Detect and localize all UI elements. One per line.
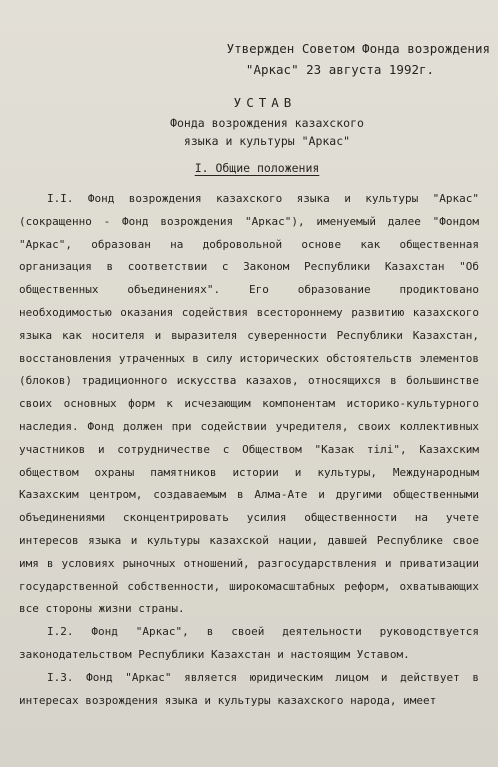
section-heading [0,161,498,175]
paragraph-1-1: I.I. Фонд возрождения казахского языка и культуры "Аркас" (сокращенно - Фонд возрождения "Аркас"), именуемый далее "Фондом "Аркас", образован на добровольной основе как общественная организация в соответствии с Законом Республики Казахстан "Об общественных объединениях". Его образование продиктовано необходимостью оказания содействия всестороннему развитию казахского языка как носителя и выразителя суверенности Республики Казахстан, восстановления утраченных в силу исторических обстоятельств элементов (блоков) традиционного искусства казахов, относящихся в большинстве своих основных форм к исчезающим компонентам историко-культурного наследия. Фонд должен при содействии учредителя, своих коллективных участников и сотрудничестве с Обществом "Казак тілі", Казахским обществом охраны памятников истории и культуры, Международным Казахским центром, создаваемым в Алма-Ате и другими общественными объединениями сконцентрировать усилия общественности на учете интересов языка и культуры казахской нации, давшей Республике свое имя в условиях рыночных отношений, разгосударствления и приватизации государственной собственности, широкомасштабных реформ, охватывающих все стороны жизни страны. [19,192,479,616]
section-heading-text: I. Общие положения [194,161,320,175]
approval-stamp-text [190,38,490,80]
approval-line-1: Утвержден Советом Фонда возрождения [226,41,490,56]
document-title: УСТАВ [233,95,297,110]
paragraph-1-3: I.3. Фонд "Аркас" является юридическим лицом и действует в интересах возрождения языка и культуры казахского народа, имеет [19,670,479,707]
paragraph-1-2: I.2. Фонд "Аркас", в своей деятельности руководствуется законодательством Республики Казахстан и настоящим Уставом. [19,625,479,661]
document-subtitle-line-2: языка и культуры "Аркас" [183,134,351,148]
document-body [19,188,479,712]
document-subtitle-line-1: Фонда возрождения казахского [170,116,364,130]
approval-line-2: "Аркас" 23 августа 1992г. [245,62,435,77]
